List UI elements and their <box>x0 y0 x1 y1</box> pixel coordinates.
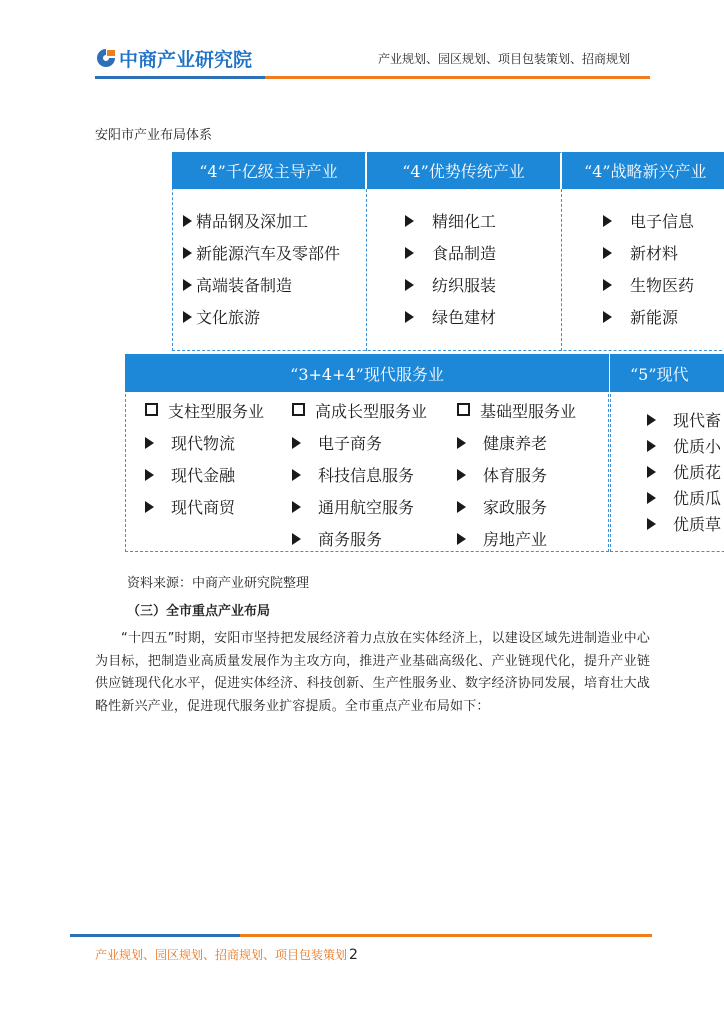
arrow-bullet-icon <box>145 437 154 449</box>
list-item: 科技信息服务 <box>292 466 414 486</box>
group-title: 基础型服务业 <box>457 402 576 422</box>
list-item: 新能源 <box>603 308 678 328</box>
logo-text: 中商产业研究院 <box>119 48 253 71</box>
list-item: 绿色建材 <box>405 308 496 328</box>
arrow-bullet-icon <box>292 501 301 513</box>
list-item: 现代商贸 <box>145 498 235 518</box>
arrow-bullet-icon <box>647 414 656 426</box>
list-item: 房地产业 <box>457 530 547 550</box>
checkbox-square-icon <box>292 403 305 416</box>
group-title: 高成长型服务业 <box>292 402 427 422</box>
arrow-bullet-icon <box>183 247 192 259</box>
footer-rule-orange <box>240 934 652 937</box>
body-paragraph: “十四五”时期，安阳市坚持把发展经济着力点放在实体经济上，以建设区域先进制造业中心为目标，把制造业高质量发展作为主攻方向，推进产业基础高级化、产业链现代化，提升产业链供应链现代化水平，促进实体经济、科技创新、生产性服务业、数字经济协同发展，培育壮大战略性新兴产业，促进现代服务业扩容提质。全市重点产业布局如下： <box>95 631 650 714</box>
arrow-bullet-icon <box>405 247 414 259</box>
arrow-bullet-icon <box>647 518 656 530</box>
arrow-bullet-icon <box>457 533 466 545</box>
list-item: 新能源汽车及零部件 <box>183 244 340 264</box>
arrow-bullet-icon <box>603 247 612 259</box>
list-item: 优质小 <box>647 437 721 457</box>
list-item: 优质草 <box>647 515 721 535</box>
list-item: 现代畜 <box>647 411 721 431</box>
top-table-header-2: “4”优势传统产业 <box>367 152 560 189</box>
list-item: 纺织服装 <box>405 276 496 296</box>
arrow-bullet-icon <box>145 501 154 513</box>
arrow-bullet-icon <box>647 492 656 504</box>
checkbox-square-icon <box>457 403 470 416</box>
arrow-bullet-icon <box>405 215 414 227</box>
arrow-bullet-icon <box>183 279 192 291</box>
column-divider <box>561 189 562 351</box>
arrow-bullet-icon <box>405 279 414 291</box>
arrow-bullet-icon <box>292 533 301 545</box>
column-divider <box>366 189 367 351</box>
section-heading: （三）全市重点产业布局 <box>127 604 271 619</box>
footer-rule-blue <box>70 934 240 937</box>
arrow-bullet-icon <box>183 215 192 227</box>
list-item: 优质瓜 <box>647 489 721 509</box>
arrow-bullet-icon <box>457 437 466 449</box>
list-item: 新材料 <box>603 244 678 264</box>
arrow-bullet-icon <box>603 215 612 227</box>
list-item: 商务服务 <box>292 530 382 550</box>
list-item: 优质花 <box>647 463 721 483</box>
list-item: 高端装备制造 <box>183 276 292 296</box>
list-item: 文化旅游 <box>183 308 260 328</box>
list-item: 精品钢及深加工 <box>183 212 308 232</box>
bottom-table-header: “3+4+4”现代服务业 <box>125 354 609 392</box>
list-item: 电子商务 <box>292 434 382 454</box>
arrow-bullet-icon <box>647 466 656 478</box>
figure-caption: 安阳市产业布局体系 <box>95 128 213 143</box>
arrow-bullet-icon <box>457 469 466 481</box>
checkbox-square-icon <box>145 403 158 416</box>
footer-tagline: 产业规划、园区规划、招商规划、项目包装策划 <box>95 948 348 962</box>
header-tagline: 产业规划、园区规划、项目包装策划、招商规划 <box>378 52 631 66</box>
arrow-bullet-icon <box>647 440 656 452</box>
arrow-bullet-icon <box>145 469 154 481</box>
page-number: 2 <box>349 947 358 963</box>
list-item: 电子信息 <box>603 212 694 232</box>
list-item: 精细化工 <box>405 212 496 232</box>
arrow-bullet-icon <box>405 311 414 323</box>
source-note: 资料来源：中商产业研究院整理 <box>127 576 310 591</box>
list-item: 通用航空服务 <box>292 498 414 518</box>
top-table-header-1: “4”千亿级主导产业 <box>172 152 365 189</box>
arrow-bullet-icon <box>457 501 466 513</box>
top-table-header-3: “4”战略新兴产业 <box>562 152 724 189</box>
bottom-right-header: “5”现代 <box>610 354 724 392</box>
footer <box>95 946 358 963</box>
arrow-bullet-icon <box>292 437 301 449</box>
arrow-bullet-icon <box>292 469 301 481</box>
list-item: 家政服务 <box>457 498 547 518</box>
arrow-bullet-icon <box>603 279 612 291</box>
list-item: 生物医药 <box>603 276 694 296</box>
arrow-bullet-icon <box>603 311 612 323</box>
list-item: 食品制造 <box>405 244 496 264</box>
list-item: 现代金融 <box>145 466 235 486</box>
group-title: 支柱型服务业 <box>145 402 264 422</box>
list-item: 体育服务 <box>457 466 547 486</box>
list-item: 现代物流 <box>145 434 235 454</box>
arrow-bullet-icon <box>183 311 192 323</box>
list-item: 健康养老 <box>457 434 547 454</box>
